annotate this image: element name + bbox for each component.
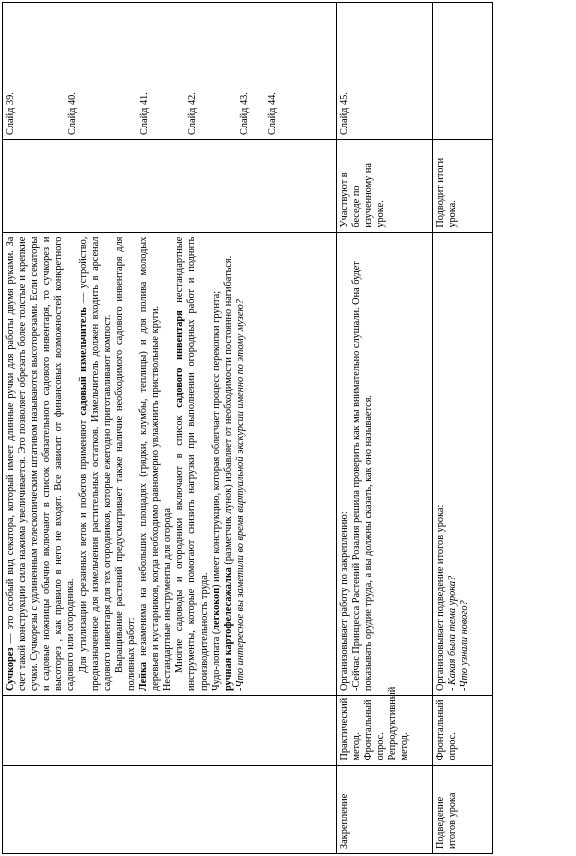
term: Лейка: [138, 662, 150, 692]
table-row: [433, 3, 493, 854]
paragraph: [223, 237, 235, 691]
term: легкокоп: [210, 587, 222, 631]
paragraph: Нестандартные инструменты для огорода: [162, 508, 174, 692]
paragraph: Организовывает работу по закреплению:: [339, 511, 350, 692]
method-cell: [3, 696, 337, 766]
stage-cell: Подведение итогов урока: [433, 765, 493, 853]
students-activity-cell: [3, 139, 337, 232]
text: (разметчик лунок) избавляет от необходимости постоянно нагибаться.: [222, 255, 234, 568]
paragraph: [211, 237, 223, 691]
paragraph: [174, 237, 210, 691]
slides-cell: [3, 3, 337, 140]
text: нестандартные инструменты, которые помогают снизить нагрузки при выполнении огородных работ и поднять производительность труда.: [174, 236, 210, 692]
method-cell: Практический метод. Фронтальный опрос. Репродуктивный метод.: [337, 696, 433, 766]
slide-ref: Слайд 39.: [5, 92, 16, 135]
table-row: [337, 3, 433, 854]
question-text: - Какая была тема урока?: [447, 575, 459, 692]
method-cell: Фронтальный опрос.: [433, 696, 493, 766]
teacher-activity-cell: [433, 232, 493, 695]
slide-ref: Слайд 42.: [187, 92, 199, 135]
slides-cell: [433, 3, 493, 140]
text: — это особый вид секатора, который имеет длинные ручки для работы двумя руками. За счет такой конструкции сила нажима увеличивается. Это позволяет обрезать более толстые и крепкие сучки. Сучкорезы с удлиненным телескопическим штативом называются высоторезами. Если секаторы и садовые ножницы обычно включают в список обязательного садового инвентаря, то сучкорез и высоторез , как правило в него не входят. Все зависит от финансовых возможностей конкретного садового или огородника.: [5, 236, 77, 692]
slide-ref: Слайд 40.: [67, 92, 79, 135]
teacher-activity-cell: [3, 232, 337, 695]
question: [235, 237, 247, 691]
term: садовый измельчитель: [77, 307, 89, 416]
students-activity-cell: Подводит итоги урока.: [433, 139, 493, 232]
paragraph: -Сейчас Принцесса Растений Розалия решила проверить как мы внимательно слушали. Она будет показывать орудие труда, а вы должны сказать, как оно называется.: [351, 261, 375, 692]
question-text: -Что узнали нового?: [459, 600, 471, 692]
slide-ref: Слайд 44.: [267, 92, 279, 135]
text: Многие садоводы и огородники включают в список: [174, 407, 186, 674]
paragraph: Выращивание растений предусматривает также наличие необходимого садового инвентаря для поливных работ:: [113, 236, 137, 692]
table-row: [3, 3, 337, 854]
text: Для утилизации срезанных веток и побегов применяют: [77, 415, 89, 674]
stage-cell: [3, 765, 337, 853]
paragraph: [5, 237, 78, 691]
question: [447, 237, 459, 691]
question: [459, 237, 471, 691]
slide-ref: Слайд 43.: [239, 92, 251, 135]
text: — устройство, предназначенное для измельчения растительных остатков. Измельчитель должен входить в арсенал садового инвентаря для тех огородников, которые ежегодно приготавливают компост.: [77, 236, 113, 692]
term: садового инвентаря: [174, 310, 186, 408]
stage-cell: Закрепление: [337, 765, 433, 853]
teacher-activity-cell: [337, 232, 433, 695]
text: Чудо-лопата (: [210, 630, 222, 692]
term: Сучкорез: [5, 647, 16, 692]
slide-ref: Слайд 41.: [139, 92, 151, 135]
students-activity-cell: Участвуют в беседе по изученному на уроке.: [337, 139, 433, 232]
paragraph: [138, 237, 162, 691]
question-text: -Что интересное вы заметили во время виртуальной экскурсии именно по этому музею?: [234, 299, 246, 692]
term: ручная картофелесажалка: [222, 567, 234, 692]
paragraph: [78, 237, 114, 691]
slides-cell: Слайд 45.: [337, 3, 433, 140]
text: ) имеет конструкцию, которая облегчает процесс перекопки грунта;: [210, 290, 222, 588]
text: незаменима на небольших площадях (грядки, клумбы, теплицы) и для полива молодых деревьев и кустарников, когда необходимо равномерно увлажнить приствольные круги.: [138, 236, 162, 692]
paragraph: Организовывает подведение итогов урока:: [435, 504, 446, 692]
